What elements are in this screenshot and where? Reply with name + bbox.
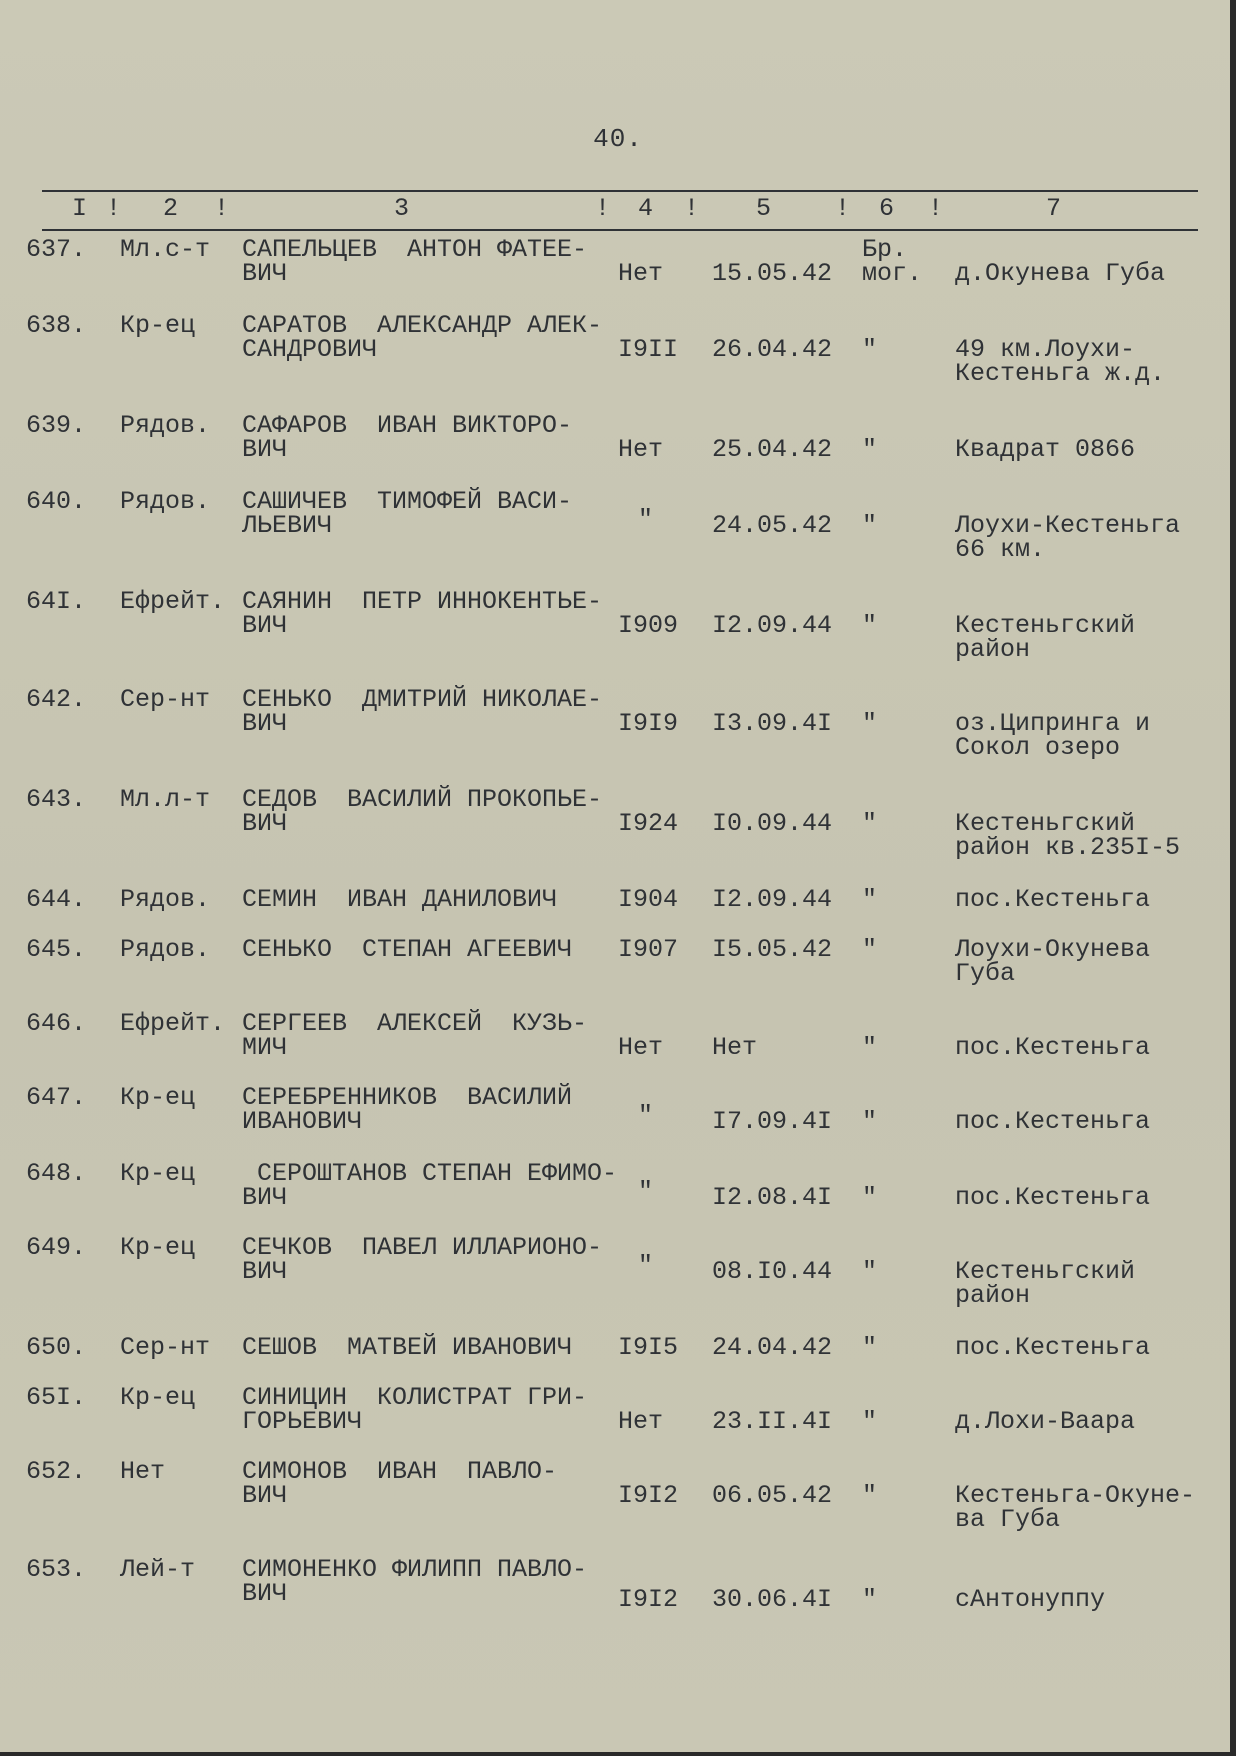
header-separator: ! (928, 194, 944, 223)
row-name (242, 1233, 632, 1286)
burial-line-1: " (862, 1183, 878, 1212)
name-line-1: САШИЧЕВ ТИМОФЕЙ ВАСИ- (242, 487, 573, 516)
header-col-7: 7 (1046, 194, 1062, 223)
place-line-2: район (955, 635, 1031, 664)
header-col-5: 5 (756, 194, 772, 223)
row-name (242, 1333, 632, 1362)
place-line-1: пос.Кестеньга (955, 885, 1151, 914)
row-number: 653. (26, 1555, 87, 1584)
place-line-1: 49 км.Лоухи- (955, 335, 1136, 364)
name-line-2: ВИЧ (242, 1481, 288, 1510)
row-number: 644. (26, 885, 87, 914)
name-line-1: СЕНЬКО ДМИТРИЙ НИКОЛАЕ- (242, 685, 603, 714)
row-number: 64I. (26, 587, 87, 616)
name-line-2: ГОРЬЕВИЧ (242, 1407, 363, 1436)
row-birth-year: I9I5 (618, 1333, 679, 1362)
row-birth-year: I9II (618, 335, 679, 364)
header-top-rule (42, 190, 1198, 192)
place-line-2: Губа (955, 959, 1016, 988)
place-line-1: Лоухи-Окунева (955, 935, 1151, 964)
row-birth-year: I924 (618, 809, 679, 838)
row-number: 652. (26, 1457, 87, 1486)
name-line-1: СЕШОВ МАТВЕЙ ИВАНОВИЧ (242, 1333, 573, 1362)
name-line-2: ВИЧ (242, 1257, 288, 1286)
burial-line-1: " (862, 611, 878, 640)
row-rank: Рядов. (120, 935, 211, 964)
row-rank: Ефрейт. (120, 1009, 226, 1038)
row-name (242, 1383, 632, 1436)
row-birth-year: I904 (618, 885, 679, 914)
row-date: Нет (712, 1033, 758, 1062)
row-rank: Нет (120, 1457, 166, 1486)
name-line-1: СЕМИН ИВАН ДАНИЛОВИЧ (242, 885, 558, 914)
place-line-1: пос.Кестеньга (955, 1107, 1151, 1136)
row-rank: Кр-ец (120, 1233, 196, 1262)
name-line-1: СЕРГЕЕВ АЛЕКСЕЙ КУЗЬ- (242, 1009, 588, 1038)
name-line-1: САЯНИН ПЕТР ИННОКЕНТЬЕ- (242, 587, 603, 616)
row-place (955, 1407, 1136, 1436)
place-line-1: пос.Кестеньга (955, 1333, 1151, 1362)
row-date: 06.05.42 (712, 1481, 833, 1510)
name-line-1: СИНИЦИН КОЛИСТРАТ ГРИ- (242, 1383, 588, 1412)
row-name (242, 685, 632, 738)
row-date: 15.05.42 (712, 259, 833, 288)
header-col-3: 3 (394, 194, 410, 223)
burial-line-2: мог. (862, 259, 923, 288)
row-birth-year: Нет (618, 435, 664, 464)
burial-line-1: " (862, 1407, 878, 1436)
row-rank: Рядов. (120, 411, 211, 440)
header-col-4: 4 (638, 194, 654, 223)
name-line-2: ВИЧ (242, 259, 288, 288)
burial-line-1: " (862, 1333, 878, 1362)
header-separator: ! (684, 194, 700, 223)
header-separator: ! (106, 194, 122, 223)
table-body (0, 232, 1236, 1652)
burial-line-1: " (862, 511, 878, 540)
row-birth-year: I907 (618, 935, 679, 964)
row-name (242, 411, 632, 464)
row-name (242, 935, 632, 964)
row-burial (862, 611, 878, 640)
place-line-1: Кестеньгский (955, 809, 1136, 838)
burial-line-1: " (862, 1481, 878, 1510)
row-place (955, 885, 1151, 914)
row-rank: Сер-нт (120, 1333, 211, 1362)
row-place (955, 611, 1136, 664)
row-name (242, 1457, 632, 1510)
name-line-2: ВИЧ (242, 1579, 288, 1608)
place-line-1: оз.Ципринга и (955, 709, 1151, 738)
header-bottom-rule (42, 229, 1198, 231)
row-rank: Ефрейт. (120, 587, 226, 616)
row-name (242, 1159, 632, 1212)
place-line-1: Лоухи-Кестеньга (955, 511, 1181, 540)
place-line-2: Сокол озеро (955, 733, 1121, 762)
place-line-1: д.Окунева Губа (955, 259, 1166, 288)
row-rank: Лей-т (120, 1555, 196, 1584)
row-rank: Рядов. (120, 885, 211, 914)
name-line-1: САФАРОВ ИВАН ВИКТОРО- (242, 411, 573, 440)
row-burial (862, 1107, 878, 1136)
row-number: 646. (26, 1009, 87, 1038)
row-number: 639. (26, 411, 87, 440)
row-date: I3.09.4I (712, 709, 833, 738)
row-place (955, 1257, 1136, 1310)
row-burial (862, 335, 878, 364)
name-line-2: ЛЬЕВИЧ (242, 511, 333, 540)
row-place (955, 709, 1151, 762)
name-line-1: СЕНЬКО СТЕПАН АГЕЕВИЧ (242, 935, 573, 964)
row-birth-year: " (638, 1101, 654, 1130)
burial-line-1: " (862, 709, 878, 738)
place-line-1: пос.Кестеньга (955, 1033, 1151, 1062)
burial-line-1: Бр. (862, 235, 908, 264)
name-line-2: ВИЧ (242, 435, 288, 464)
name-line-1: СЕЧКОВ ПАВЕЛ ИЛЛАРИОНО- (242, 1233, 603, 1262)
row-name (242, 311, 632, 364)
row-name (242, 1083, 632, 1136)
burial-line-1: " (862, 935, 878, 964)
header-separator: ! (835, 194, 851, 223)
header-col-2: 2 (163, 194, 179, 223)
row-place (955, 1033, 1151, 1062)
name-line-2: МИЧ (242, 1033, 288, 1062)
row-rank: Кр-ец (120, 1083, 196, 1112)
row-burial (862, 1585, 878, 1614)
row-burial (862, 935, 878, 964)
row-date: I2.08.4I (712, 1183, 833, 1212)
row-burial (862, 1481, 878, 1510)
row-burial (862, 885, 878, 914)
row-date: 08.I0.44 (712, 1257, 833, 1286)
row-name (242, 587, 632, 640)
place-line-1: Кестеньгский (955, 1257, 1136, 1286)
scan-edge-right (1230, 0, 1236, 1756)
row-name (242, 785, 632, 838)
row-date: 24.05.42 (712, 511, 833, 540)
place-line-2: 66 км. (955, 535, 1046, 564)
burial-line-1: " (862, 435, 878, 464)
scan-edge-bottom (0, 1752, 1236, 1756)
row-place (955, 259, 1166, 288)
row-rank: Кр-ец (120, 311, 196, 340)
row-date: 25.04.42 (712, 435, 833, 464)
place-line-1: сАнтонуппу (955, 1585, 1106, 1614)
row-birth-year: " (638, 1251, 654, 1280)
name-line-1: СИМОНЕНКО ФИЛИПП ПАВЛО- (242, 1555, 588, 1584)
row-burial (862, 511, 878, 540)
place-line-2: район (955, 1281, 1031, 1310)
burial-line-1: " (862, 1107, 878, 1136)
row-date: 24.04.42 (712, 1333, 833, 1362)
row-number: 65I. (26, 1383, 87, 1412)
row-number: 647. (26, 1083, 87, 1112)
row-place (955, 435, 1136, 464)
row-burial (862, 809, 878, 838)
burial-line-1: " (862, 1257, 878, 1286)
burial-line-1: " (862, 1033, 878, 1062)
row-number: 640. (26, 487, 87, 516)
header-separator: ! (214, 194, 230, 223)
row-birth-year: I9I9 (618, 709, 679, 738)
name-line-2: ИВАНОВИЧ (242, 1107, 363, 1136)
row-number: 642. (26, 685, 87, 714)
row-place (955, 335, 1166, 388)
place-line-1: д.Лохи-Ваара (955, 1407, 1136, 1436)
row-place (955, 1481, 1196, 1534)
header-col-6: 6 (879, 194, 895, 223)
row-name (242, 235, 632, 288)
row-number: 648. (26, 1159, 87, 1188)
row-burial (862, 1033, 878, 1062)
name-line-1: СЕРОШТАНОВ СТЕПАН ЕФИМО- (242, 1159, 618, 1188)
place-line-1: Квадрат 0866 (955, 435, 1136, 464)
row-burial (862, 1183, 878, 1212)
row-birth-year: " (638, 1177, 654, 1206)
place-line-2: район кв.235I-5 (955, 833, 1181, 862)
name-line-2: ВИЧ (242, 709, 288, 738)
row-date: 26.04.42 (712, 335, 833, 364)
row-birth-year: I9I2 (618, 1585, 679, 1614)
row-place (955, 1333, 1151, 1362)
row-date: I5.05.42 (712, 935, 833, 964)
place-line-1: Кестеньгский (955, 611, 1136, 640)
row-birth-year: Нет (618, 259, 664, 288)
row-number: 645. (26, 935, 87, 964)
burial-line-1: " (862, 809, 878, 838)
name-line-1: САПЕЛЬЦЕВ АНТОН ФАТЕЕ- (242, 235, 588, 264)
name-line-1: СЕРЕБРЕННИКОВ ВАСИЛИЙ (242, 1083, 573, 1112)
row-date: I7.09.4I (712, 1107, 833, 1136)
row-place (955, 1183, 1151, 1212)
row-name (242, 1555, 632, 1608)
place-line-1: пос.Кестеньга (955, 1183, 1151, 1212)
name-line-1: САРАТОВ АЛЕКСАНДР АЛЕК- (242, 311, 603, 340)
place-line-1: Кестеньга-Окуне- (955, 1481, 1196, 1510)
name-line-2: САНДРОВИЧ (242, 335, 378, 364)
name-line-1: СИМОНОВ ИВАН ПАВЛО- (242, 1457, 558, 1486)
place-line-2: Кестеньга ж.д. (955, 359, 1166, 388)
name-line-2: ВИЧ (242, 611, 288, 640)
row-birth-year: Нет (618, 1407, 664, 1436)
row-place (955, 511, 1181, 564)
row-number: 637. (26, 235, 87, 264)
row-number: 649. (26, 1233, 87, 1262)
row-number: 643. (26, 785, 87, 814)
burial-line-1: " (862, 885, 878, 914)
header-separator: ! (595, 194, 611, 223)
name-line-1: СЕДОВ ВАСИЛИЙ ПРОКОПЬЕ- (242, 785, 603, 814)
row-date: I2.09.44 (712, 611, 833, 640)
row-birth-year: " (638, 505, 654, 534)
row-name (242, 885, 632, 914)
row-rank: Кр-ец (120, 1383, 196, 1412)
burial-line-1: " (862, 1585, 878, 1614)
row-burial (862, 1333, 878, 1362)
row-rank: Сер-нт (120, 685, 211, 714)
row-date: I2.09.44 (712, 885, 833, 914)
table-header (0, 194, 1236, 228)
row-place (955, 1585, 1106, 1614)
row-rank: Мл.л-т (120, 785, 211, 814)
row-date: 30.06.4I (712, 1585, 833, 1614)
row-burial (862, 1407, 878, 1436)
burial-line-1: " (862, 335, 878, 364)
row-name (242, 487, 632, 540)
row-date: I0.09.44 (712, 809, 833, 838)
row-place (955, 1107, 1151, 1136)
row-place (955, 935, 1151, 988)
name-line-2: ВИЧ (242, 1183, 288, 1212)
row-number: 650. (26, 1333, 87, 1362)
row-rank: Мл.с-т (120, 235, 211, 264)
row-name (242, 1009, 632, 1062)
row-rank: Кр-ец (120, 1159, 196, 1188)
row-rank: Рядов. (120, 487, 211, 516)
page-number: 40. (593, 124, 643, 154)
row-place (955, 809, 1181, 862)
row-birth-year: I9I2 (618, 1481, 679, 1510)
row-burial (862, 709, 878, 738)
row-burial (862, 1257, 878, 1286)
row-birth-year: Нет (618, 1033, 664, 1062)
name-line-2: ВИЧ (242, 809, 288, 838)
header-col-1: I (72, 194, 88, 223)
row-number: 638. (26, 311, 87, 340)
row-burial (862, 435, 878, 464)
row-date: 23.II.4I (712, 1407, 833, 1436)
place-line-2: ва Губа (955, 1505, 1061, 1534)
row-burial (862, 235, 923, 288)
row-birth-year: I909 (618, 611, 679, 640)
